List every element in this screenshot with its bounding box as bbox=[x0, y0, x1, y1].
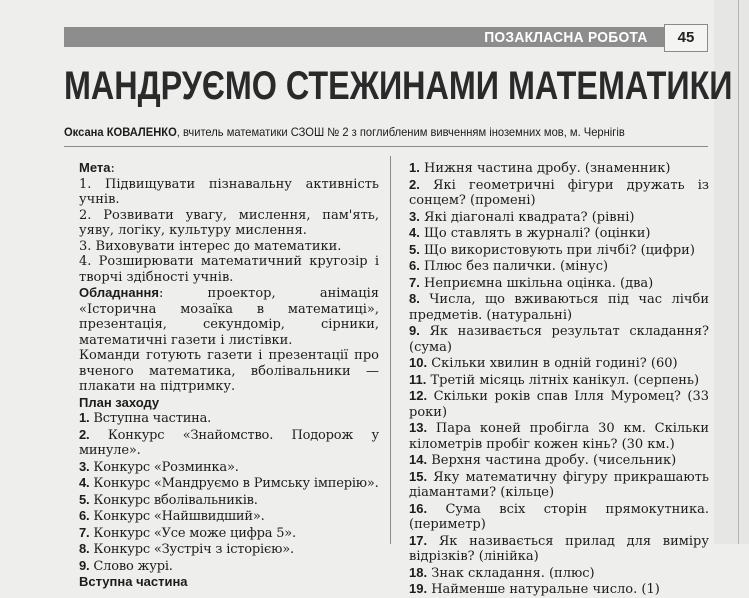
item-text: Слово журі. bbox=[93, 558, 173, 574]
item-number: 3. bbox=[409, 208, 420, 224]
question-item bbox=[393, 388, 709, 420]
item-text: Конкурс «Усе може цифра 5». bbox=[93, 525, 296, 541]
goal-item: 3. Виховувати інтерес до математики. bbox=[79, 238, 342, 254]
equipment-label: Обладнання bbox=[79, 285, 159, 300]
plan-item bbox=[79, 492, 379, 509]
item-text: Пара коней пробігла 30 км. Скільки кілометрів пробіг кожен кінь? (30 км.) bbox=[409, 421, 709, 452]
question-item bbox=[393, 501, 709, 533]
question-item bbox=[393, 209, 709, 226]
question-item bbox=[393, 160, 709, 177]
goal-colon: : bbox=[110, 161, 115, 176]
item-number: 1. bbox=[79, 410, 90, 425]
question-item bbox=[393, 242, 709, 259]
equipment-text: : проектор, анімація «Історична мозаїка в математиці», презентація, секундомір, сірники, математичні газети і листівки. bbox=[79, 286, 379, 348]
item-number: 6. bbox=[409, 258, 420, 273]
item-text: Конкурс «Знайомство. Подорож у минуле». bbox=[79, 427, 379, 458]
item-text: Як називається результат складання? (сума) bbox=[409, 324, 709, 355]
question-item bbox=[393, 291, 709, 323]
question-item bbox=[393, 323, 709, 355]
item-text: Сума всіх сторін прямокутника. (периметр) bbox=[409, 501, 709, 532]
item-text: Вступна частина. bbox=[93, 411, 212, 426]
question-item bbox=[393, 533, 709, 565]
item-number: 9. bbox=[409, 323, 420, 338]
plan-item bbox=[79, 508, 379, 525]
plan-heading: План заходу bbox=[79, 394, 160, 410]
question-item bbox=[393, 581, 709, 598]
item-text: Нижня частина дробу. (знаменник) bbox=[423, 161, 671, 176]
plan-item bbox=[79, 459, 379, 476]
question-item bbox=[393, 275, 709, 292]
item-text: Скільки років спав Ілля Муромец? (33 роки) bbox=[409, 389, 709, 420]
item-text: Неприємна шкільна оцінка. (два) bbox=[423, 275, 654, 291]
question-item bbox=[393, 420, 709, 452]
item-text: Яку математичну фігуру прикрашають діамантами? (кільце) bbox=[409, 469, 709, 500]
author-last-name: КОВАЛЕНКО bbox=[106, 125, 177, 139]
item-text: Конкурс вболівальників. bbox=[93, 492, 258, 508]
item-number: 2. bbox=[79, 426, 90, 442]
item-text: Скільки хвилин в одній годині? (60) bbox=[431, 356, 678, 371]
item-text: Конкурс «Розминка». bbox=[93, 459, 239, 475]
intro-heading: Вступна частина bbox=[79, 574, 188, 589]
teams-paragraph: Команди готують газети і презентації про вченого математика, вболівальники — плакати на підтримку. bbox=[79, 348, 379, 394]
question-item bbox=[393, 225, 709, 242]
author-affiliation: , вчитель математики СЗОШ № 2 з поглибленим вивченням іноземних мов, м. Чернігів bbox=[176, 125, 625, 139]
question-item bbox=[393, 469, 709, 501]
item-number: 5. bbox=[79, 491, 90, 507]
item-number: 13. bbox=[409, 420, 428, 435]
item-text: Конкурс «Зустріч з історією». bbox=[93, 542, 294, 557]
item-text: Які діагоналі квадрата? (рівні) bbox=[423, 209, 635, 225]
title-rule bbox=[64, 146, 708, 147]
plan-list bbox=[79, 410, 379, 574]
page-number: 45 bbox=[664, 24, 708, 52]
item-number: 17. bbox=[409, 532, 428, 548]
right-column bbox=[393, 160, 709, 598]
question-item bbox=[393, 372, 709, 389]
item-number: 4. bbox=[79, 475, 90, 490]
item-text: Конкурс «Мандруємо в Римську імперію». bbox=[93, 476, 379, 491]
plan-item bbox=[79, 541, 379, 558]
item-text: Верхня частина дробу. (чисельник) bbox=[431, 453, 677, 468]
item-text: Знак складання. (плюс) bbox=[431, 565, 595, 581]
item-number: 7. bbox=[409, 274, 420, 290]
item-number: 11. bbox=[409, 371, 427, 387]
item-number: 1. bbox=[409, 160, 420, 175]
byline bbox=[64, 125, 625, 139]
left-column bbox=[79, 160, 379, 590]
item-number: 5. bbox=[409, 241, 420, 257]
plan-item bbox=[79, 558, 379, 575]
item-text: Числа, що вживаються під час лічби предметів. (натуральні) bbox=[409, 292, 709, 323]
item-number: 6. bbox=[79, 508, 90, 523]
item-number: 2. bbox=[409, 176, 420, 192]
item-text: Конкурс «Найшвидший». bbox=[93, 509, 265, 524]
equipment-paragraph bbox=[79, 285, 379, 348]
item-number: 12. bbox=[409, 388, 428, 403]
item-text: Що використовують при лічбі? (цифри) bbox=[423, 242, 695, 258]
article-title: МАНДРУЄМО СТЕЖИНАМИ МАТЕМАТИКИ bbox=[64, 64, 733, 108]
goal-label: Мета bbox=[79, 160, 111, 175]
item-text: Плюс без палички. (мінус) bbox=[423, 259, 609, 274]
item-text: Які геометричні фігури дружать із сонцем? (промені) bbox=[409, 177, 709, 208]
question-item bbox=[393, 355, 709, 372]
goal-item: 1. Підвищувати пізнавальну активність учнів. bbox=[79, 176, 379, 207]
plan-item bbox=[79, 525, 379, 542]
goal-item: 4. Розширювати математичний кругозір і творчі здібності учнів. bbox=[79, 254, 379, 285]
question-item bbox=[393, 565, 709, 582]
question-item bbox=[393, 258, 709, 275]
item-number: 19. bbox=[409, 581, 428, 596]
item-number: 9. bbox=[79, 557, 90, 573]
author-first-name: Оксана bbox=[64, 125, 104, 139]
plan-item bbox=[79, 427, 379, 459]
plan-item bbox=[79, 475, 379, 492]
item-number: 14. bbox=[409, 452, 428, 467]
item-number: 8. bbox=[409, 291, 420, 306]
item-number: 4. bbox=[409, 225, 420, 240]
goal-heading bbox=[79, 160, 379, 177]
section-header-bar bbox=[64, 27, 708, 47]
item-text: Що ставлять в журналі? (оцінки) bbox=[423, 226, 651, 241]
column-divider bbox=[390, 156, 391, 544]
item-text: Як називається прилад для виміру відрізків? (лінійка) bbox=[409, 533, 709, 564]
item-number: 15. bbox=[409, 468, 428, 484]
item-number: 18. bbox=[409, 564, 428, 580]
item-text: Найменше натуральне число. (1) bbox=[431, 582, 660, 597]
item-text: Третій місяць літніх канікул. (серпень) bbox=[430, 372, 700, 388]
item-number: 8. bbox=[79, 541, 90, 556]
item-number: 10. bbox=[409, 355, 428, 370]
item-number: 3. bbox=[79, 458, 90, 474]
item-number: 16. bbox=[409, 500, 428, 516]
section-label: ПОЗАКЛАСНА РОБОТА bbox=[484, 29, 648, 46]
question-item bbox=[393, 177, 709, 209]
question-item bbox=[393, 452, 709, 469]
plan-item bbox=[79, 410, 379, 427]
item-number: 7. bbox=[79, 524, 90, 540]
goal-item: 2. Розвивати увагу, мислення, пам'ять, уяву, логіку, культуру мислення. bbox=[79, 207, 379, 238]
